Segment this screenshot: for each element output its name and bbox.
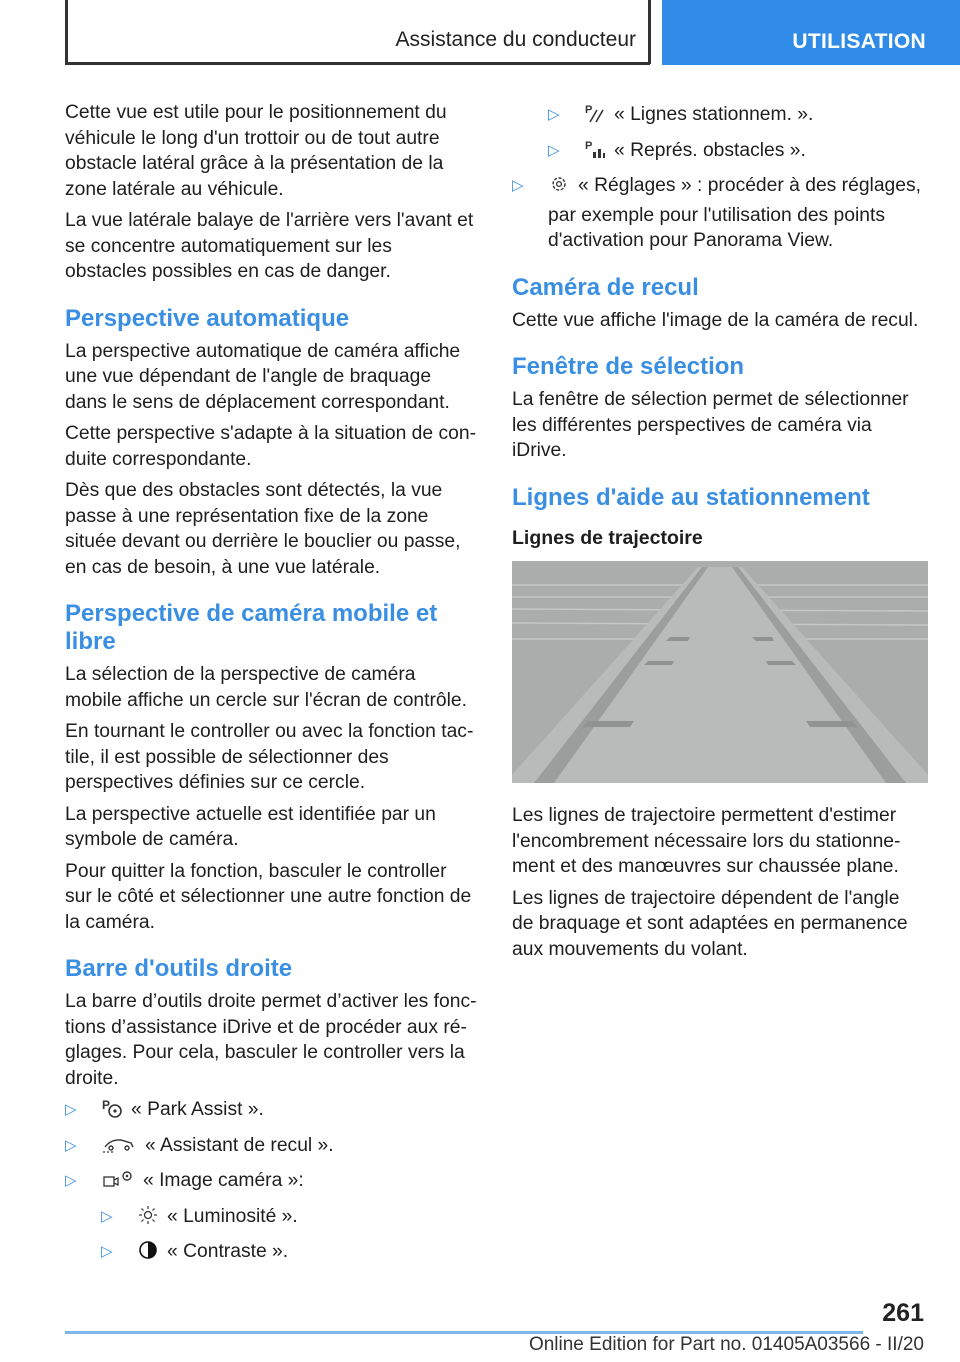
- camera-settings-icon: [101, 1168, 135, 1198]
- heading-right-toolbar: Barre d'outils droite: [65, 955, 293, 982]
- bullet-marker: ▷: [65, 1172, 77, 1189]
- bullet-marker: ▷: [512, 177, 524, 194]
- bullet-marker: ▷: [548, 141, 560, 159]
- toolbar-paragraph-1: La barre d’outils droite permet d’activer les fonctions d’assistance iDrive et de procéder aux réglages. Pour cela, basculer le controller vers la droite.: [65, 991, 477, 1089]
- settings-list: [512, 173, 924, 254]
- camera-image-label: « Image caméra »:: [143, 1170, 304, 1191]
- heading-selection-window: Fenêtre de sélection: [512, 353, 745, 380]
- intro-paragraph-1: Cette vue est utile pour le positionnement du véhicule le long d'un trottoir ou de tout autre obstacle latéral grâce à la présentation de la zone latérale au véhicule.: [65, 102, 447, 200]
- bullet-marker: ▷: [65, 1136, 77, 1154]
- camera-image-sublist: [101, 1204, 477, 1269]
- brightness-icon: [137, 1204, 159, 1234]
- auto-paragraph-2: Cette perspective s'adapte à la situation de conduite correspondante.: [65, 423, 476, 470]
- list-item: [65, 1168, 477, 1269]
- svg-text:P: P: [102, 1098, 111, 1112]
- bullet-marker: ▷: [65, 1101, 77, 1118]
- list-item: [512, 173, 924, 254]
- camera-image-sublist-continued: [548, 102, 924, 167]
- rear-paragraph-1: Cette vue affiche l'image de la caméra de recul.: [512, 309, 919, 331]
- bullet-marker: ▷: [101, 1207, 113, 1225]
- svg-text:P: P: [585, 139, 593, 152]
- trajectory-paragraph-1: Les lignes de trajectoire permettent d'estimer l'encombrement nécessaire lors du stationnement et des manœuvres sur chaussée plane.: [512, 805, 901, 877]
- mobile-paragraph-3: La perspective actuelle est identifiée par un symbole de caméra.: [65, 803, 436, 850]
- bullet-marker: ▷: [101, 1243, 113, 1260]
- contrast-icon: [137, 1239, 159, 1269]
- intro-paragraph-2: La vue latérale balaye de l'arrière vers l'avant et se concentre automatiquement sur les obstacles possibles en cas de danger.: [65, 210, 474, 282]
- trajectory-lines-graphic: [512, 561, 928, 783]
- park-assist-icon: [101, 1097, 123, 1127]
- footer-edition: Online Edition for Part no. 01405A03566 - II/20: [528, 1334, 924, 1355]
- heading-rear-camera: Caméra de recul: [512, 273, 699, 301]
- header-chapter-label: UTILISATION: [792, 30, 926, 53]
- header-rule-bottom: [65, 62, 650, 65]
- select-paragraph-1: La fenêtre de sélection permet de sélectionner les différentes perspectives de caméra via iDrive.: [512, 389, 909, 461]
- heading-mobile-perspective: Perspective de caméra mobile et libre: [65, 600, 438, 655]
- reverse-assist-label: « Assistant de recul ».: [145, 1134, 334, 1156]
- header-rule-separator: [648, 0, 651, 64]
- list-item: [101, 1204, 477, 1234]
- settings-label: « Réglages » : procéder à des réglages, par exemple pour l'utilisation des points d'activation pour Panorama View.: [548, 175, 921, 251]
- contrast-label: « Contraste ».: [167, 1241, 289, 1262]
- list-item: [101, 1239, 477, 1269]
- list-item: [548, 102, 924, 132]
- obstacle-markers-icon: [584, 138, 606, 168]
- toolbar-list: [65, 1097, 477, 1269]
- list-item: [65, 1133, 477, 1163]
- list-item: [548, 138, 924, 168]
- reverse-assist-car-icon: [101, 1135, 137, 1163]
- heading-automatic-perspective: Perspective automatique: [65, 304, 350, 332]
- mobile-paragraph-1: La sélection de la perspective de caméra mobile affiche un cercle sur l'écran de contrôle.: [65, 664, 468, 711]
- parking-lines-label: « Lignes stationnem. ».: [614, 104, 814, 125]
- header-section-title: Assistance du conducteur: [395, 28, 636, 51]
- heading-trajectory-lines: Lignes de trajectoire: [512, 526, 703, 549]
- list-item: [65, 1097, 477, 1127]
- mobile-paragraph-2: En tournant le controller ou avec la fonction tactile, il est possible de sélectionner des perspectives définies sur ce cercle.: [65, 721, 474, 793]
- left-column: [65, 100, 477, 1275]
- parking-lines-icon: [584, 102, 606, 132]
- right-column: [512, 100, 924, 968]
- svg-text:P: P: [585, 104, 593, 116]
- header-chapter-tab: [662, 0, 960, 65]
- gear-icon: [548, 173, 570, 203]
- obstacle-markers-label: « Représ. obstacles ».: [614, 139, 806, 161]
- heading-parking-lines: Lignes d'aide au stationnement: [512, 483, 870, 511]
- mobile-paragraph-4: Pour quitter la fonction, basculer le controller sur le côté et sélectionner une autre fonction de la caméra.: [65, 860, 472, 933]
- bullet-marker: ▷: [548, 106, 560, 123]
- brightness-label: « Luminosité ».: [167, 1205, 298, 1227]
- trajectory-lines-illustration: [512, 561, 928, 783]
- page-number: 261: [882, 1299, 924, 1327]
- auto-paragraph-1: La perspective automatique de caméra affiche une vue dépendant de l'angle de braquage dans le sens de déplacement correspondant.: [65, 340, 461, 413]
- trajectory-paragraph-2: Les lignes de trajectoire dépendent de l'angle de braquage et sont adaptées en permanence aux mouvements du volant.: [512, 887, 908, 960]
- auto-paragraph-3: Dès que des obstacles sont détectés, la vue passe à une représentation fixe de la zone située devant ou derrière le bouclier ou passe, en cas de besoin, à une vue latérale.: [65, 480, 461, 578]
- header-rule-left: [65, 0, 68, 64]
- park-assist-label: « Park Assist ».: [131, 1099, 264, 1120]
